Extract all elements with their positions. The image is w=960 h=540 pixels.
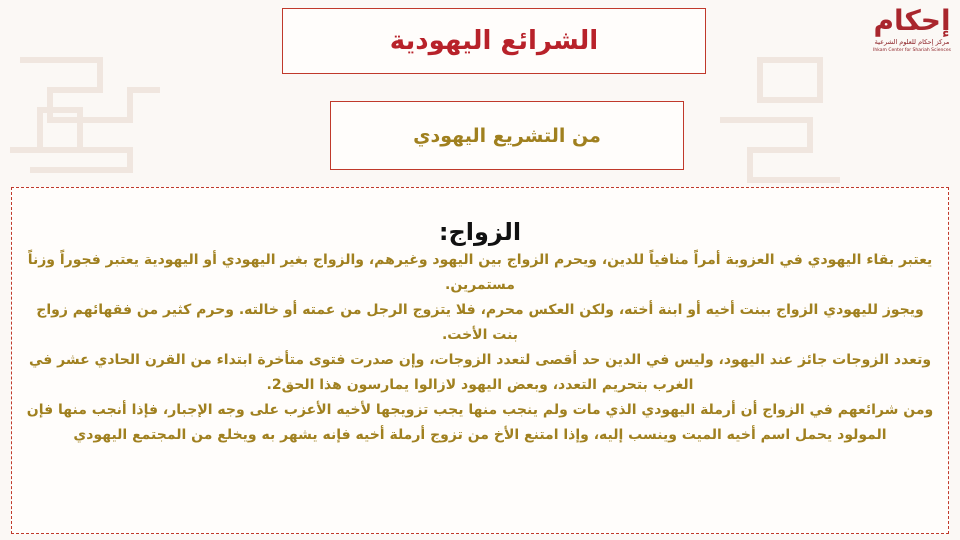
- logo-wordmark: إحكام: [873, 4, 951, 37]
- paragraph: يعتبر بقاء اليهودي في العزوبة أمراً منافياً للدين، ويحرم الزواج بين اليهود وغيرهم، والزواج بغير اليهودي أو اليهودية يعتبر فجوراً وزناً مستمرين.: [27, 252, 933, 293]
- content-box: [11, 187, 949, 534]
- logo-tagline: مركز إحكام للعلوم الشرعية: [874, 38, 950, 46]
- paragraph: ومن شرائعهم في الزواج أن أرملة اليهودي الذي مات ولم ينجب منها يجب تزويجها لأخيه الأعزب على وجه الإجبار، فإذا أنجب منها فإن المولود يحمل اسم أخيه الميت وينسب إليه، وإذا امتنع الأخ من تزوج أرملة أخيه فإنه يشهر به ويخلع من المجتمع اليهودي: [26, 402, 934, 443]
- logo: [874, 4, 950, 76]
- paragraph: وتعدد الزوجات جائز عند اليهود، وليس في الدين حد أقصى لتعدد الزوجات، وإن صدرت فتوى متأخرة ابتداء من القرن الحادي عشر في الغرب بتحريم التعدد، وبعض اليهود لازالوا يمارسون هذا الحق2.: [28, 352, 932, 393]
- title-box: [282, 8, 706, 74]
- page-subtitle: من التشريع اليهودي: [413, 124, 601, 147]
- paragraph: ويجوز لليهودي الزواج ببنت أخيه أو ابنة أخته، ولكن العكس محرم، فلا يتزوج الرجل من عمته أو خالته. وحرم كثير من فقهائهم زواج بنت الأخت.: [36, 302, 924, 343]
- page-title: الشرائع اليهودية: [389, 26, 599, 56]
- logo-tagline-en: Ihkam Center for Shariah Sciences: [873, 48, 951, 53]
- subtitle-box: [330, 101, 684, 170]
- section-heading: الزواج:: [438, 218, 522, 246]
